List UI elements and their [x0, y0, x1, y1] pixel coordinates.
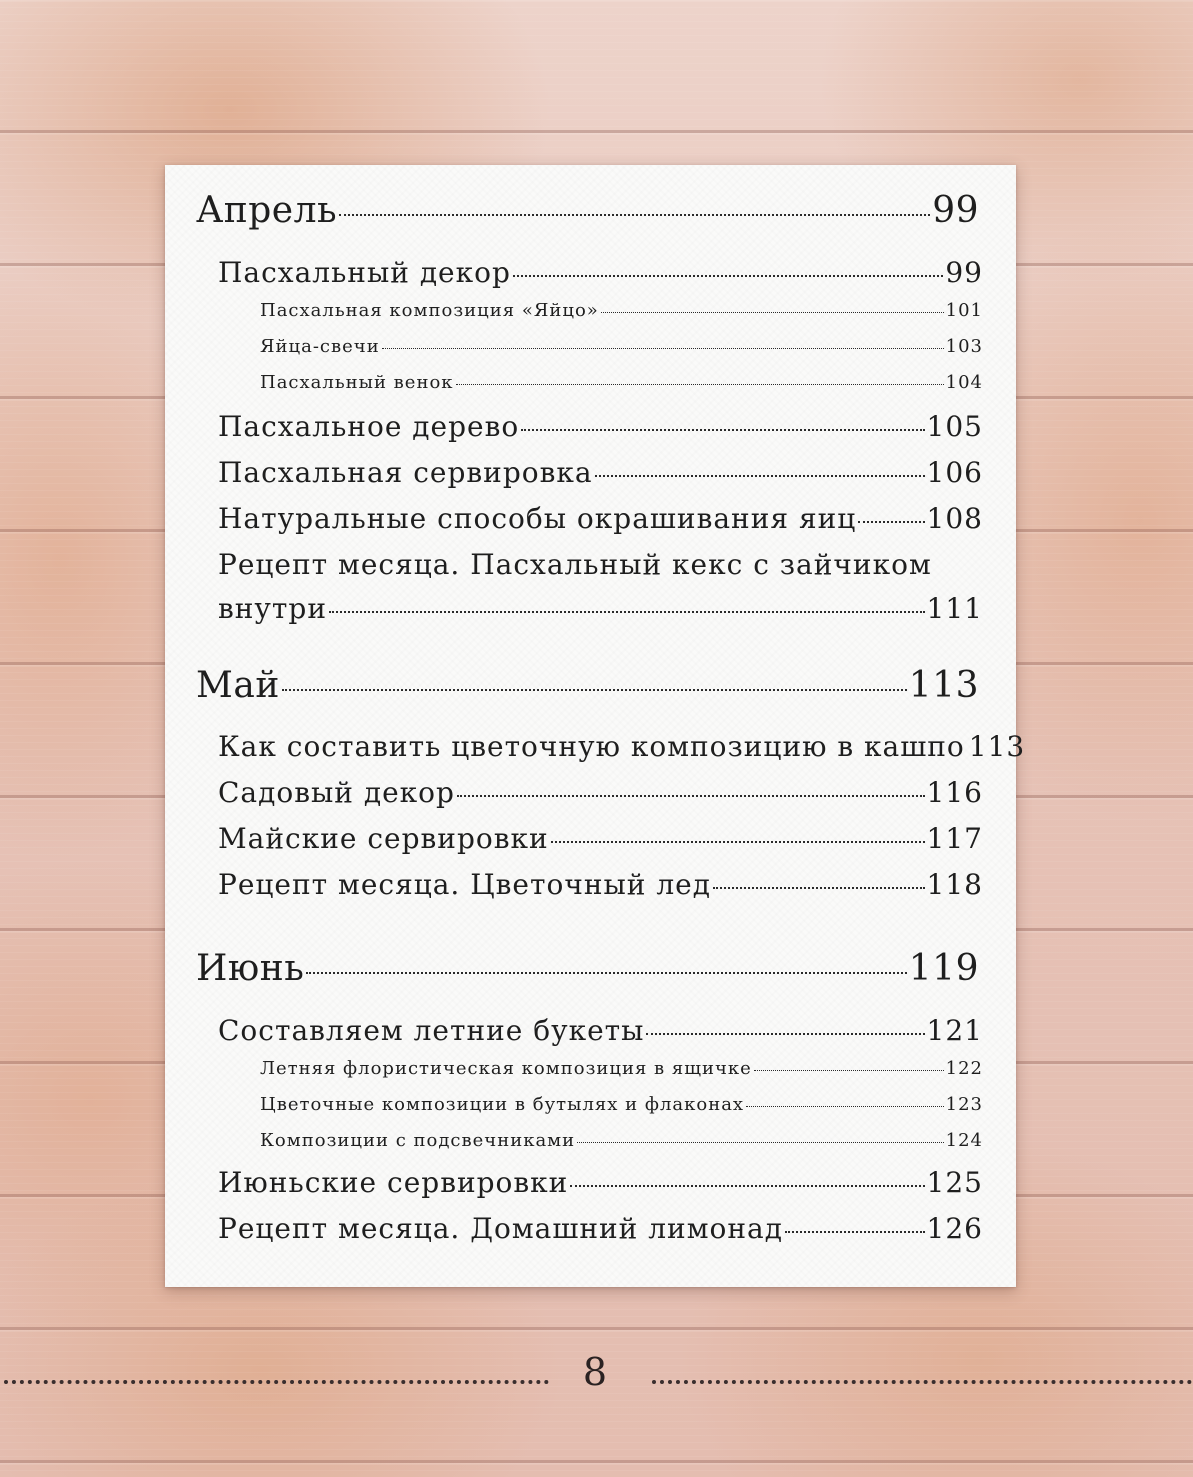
contents-paper-sheet	[165, 165, 1016, 1287]
toc-page-number: 105	[926, 410, 983, 443]
toc-leader-dots	[754, 1070, 944, 1071]
toc-entry-title: Пасхальный декор	[218, 256, 511, 289]
footer-dotted-rule-left	[4, 1380, 549, 1384]
toc-page-number: 125	[926, 1166, 983, 1199]
toc-entry-title: Майские сервировки	[218, 822, 549, 855]
toc-subentry-title: Цветочные композиции в бутылях и флаконах	[260, 1094, 745, 1115]
toc-chapter-title: Апрель	[196, 190, 338, 231]
toc-subentry-title: Пасхальная композиция «Яйцо»	[260, 300, 599, 321]
toc-leader-dots	[858, 521, 924, 523]
toc-subentry[interactable]	[260, 372, 983, 393]
toc-entry[interactable]	[218, 822, 983, 855]
toc-leader-dots	[306, 972, 906, 974]
toc-entry-title: Как составить цветочную композицию в кашпо	[218, 730, 965, 763]
toc-subentry-title: Яйца-свечи	[260, 336, 380, 357]
toc-leader-dots	[282, 689, 907, 691]
toc-page-number: 119	[908, 948, 979, 989]
toc-leader-dots	[551, 841, 925, 843]
toc-entry-title-line2: внутри	[218, 592, 327, 625]
toc-subentry-title: Пасхальный венок	[260, 372, 454, 393]
toc-subentry-title: Композиции с подсвечниками	[260, 1130, 576, 1151]
toc-page-number: 117	[926, 822, 983, 855]
toc-page-number: 126	[926, 1212, 983, 1245]
toc-page-number: 99	[945, 256, 983, 289]
toc-page-number: 103	[945, 336, 983, 357]
toc-entry[interactable]	[218, 730, 1026, 763]
toc-entry-title: Пасхальное дерево	[218, 410, 520, 443]
toc-leader-dots	[646, 1033, 924, 1035]
toc-entry[interactable]	[218, 256, 983, 289]
toc-page-number: 113	[968, 730, 1026, 763]
toc-entry-title: Июньские сервировки	[218, 1166, 569, 1199]
toc-chapter-title: Май	[196, 665, 280, 706]
toc-leader-dots	[570, 1185, 924, 1187]
toc-page-number: 118	[926, 868, 983, 901]
toc-chapter-title: Июнь	[196, 948, 305, 989]
footer-dotted-rule-right	[652, 1380, 1192, 1384]
toc-leader-dots	[456, 384, 944, 385]
toc-entry-title: Составляем летние букеты	[218, 1014, 645, 1047]
toc-subentry[interactable]	[260, 1094, 983, 1115]
toc-entry[interactable]	[218, 776, 983, 809]
toc-entry[interactable]	[218, 1212, 983, 1245]
toc-page-number: 123	[945, 1094, 983, 1115]
toc-page-number: 124	[945, 1130, 983, 1151]
toc-leader-dots	[595, 475, 925, 477]
toc-leader-dots	[746, 1106, 944, 1107]
toc-subentry[interactable]	[260, 300, 983, 321]
toc-entry[interactable]	[218, 1014, 983, 1047]
toc-leader-dots	[785, 1231, 925, 1233]
toc-entry-title-line1[interactable]: Рецепт месяца. Пасхальный кекс с зайчиком	[218, 548, 932, 581]
toc-entry[interactable]	[218, 456, 983, 489]
toc-entry-title: Пасхальная сервировка	[218, 456, 593, 489]
toc-entry[interactable]	[218, 410, 983, 443]
toc-page-number: 113	[908, 665, 979, 706]
page-number: 8	[582, 1350, 608, 1394]
toc-page-number: 111	[926, 592, 983, 625]
toc-page-number: 121	[926, 1014, 983, 1047]
toc-page-number: 122	[945, 1058, 983, 1079]
toc-page-number: 108	[926, 502, 983, 535]
toc-leader-dots	[339, 214, 930, 216]
toc-leader-dots	[601, 312, 944, 313]
toc-entry-title: Рецепт месяца. Цветочный лед	[218, 868, 711, 901]
toc-leader-dots	[457, 795, 925, 797]
toc-page-number: 99	[932, 190, 979, 231]
toc-subentry[interactable]	[260, 1130, 983, 1151]
toc-entry[interactable]	[218, 592, 983, 625]
toc-entry[interactable]	[218, 868, 983, 901]
toc-leader-dots	[713, 887, 925, 889]
toc-page-number: 106	[926, 456, 983, 489]
toc-subentry[interactable]	[260, 1058, 983, 1079]
toc-entry-title: Садовый декор	[218, 776, 455, 809]
toc-leader-dots	[577, 1142, 943, 1143]
toc-entry-title: Рецепт месяца. Домашний лимонад	[218, 1212, 783, 1245]
toc-leader-dots	[513, 275, 943, 277]
toc-page-number: 116	[926, 776, 983, 809]
toc-page-number: 104	[945, 372, 983, 393]
toc-chapter-june[interactable]	[196, 948, 979, 989]
toc-page-number: 101	[945, 300, 983, 321]
toc-subentry[interactable]	[260, 336, 983, 357]
toc-entry-title: Натуральные способы окрашивания яиц	[218, 502, 857, 535]
toc-entry[interactable]	[218, 1166, 983, 1199]
toc-subentry-title: Летняя флористическая композиция в ящичке	[260, 1058, 752, 1079]
toc-leader-dots	[382, 348, 944, 349]
toc-leader-dots	[521, 429, 924, 431]
toc-entry[interactable]	[218, 502, 983, 535]
toc-leader-dots	[329, 611, 925, 613]
toc-chapter-april[interactable]	[196, 190, 979, 231]
toc-chapter-may[interactable]	[196, 665, 979, 706]
